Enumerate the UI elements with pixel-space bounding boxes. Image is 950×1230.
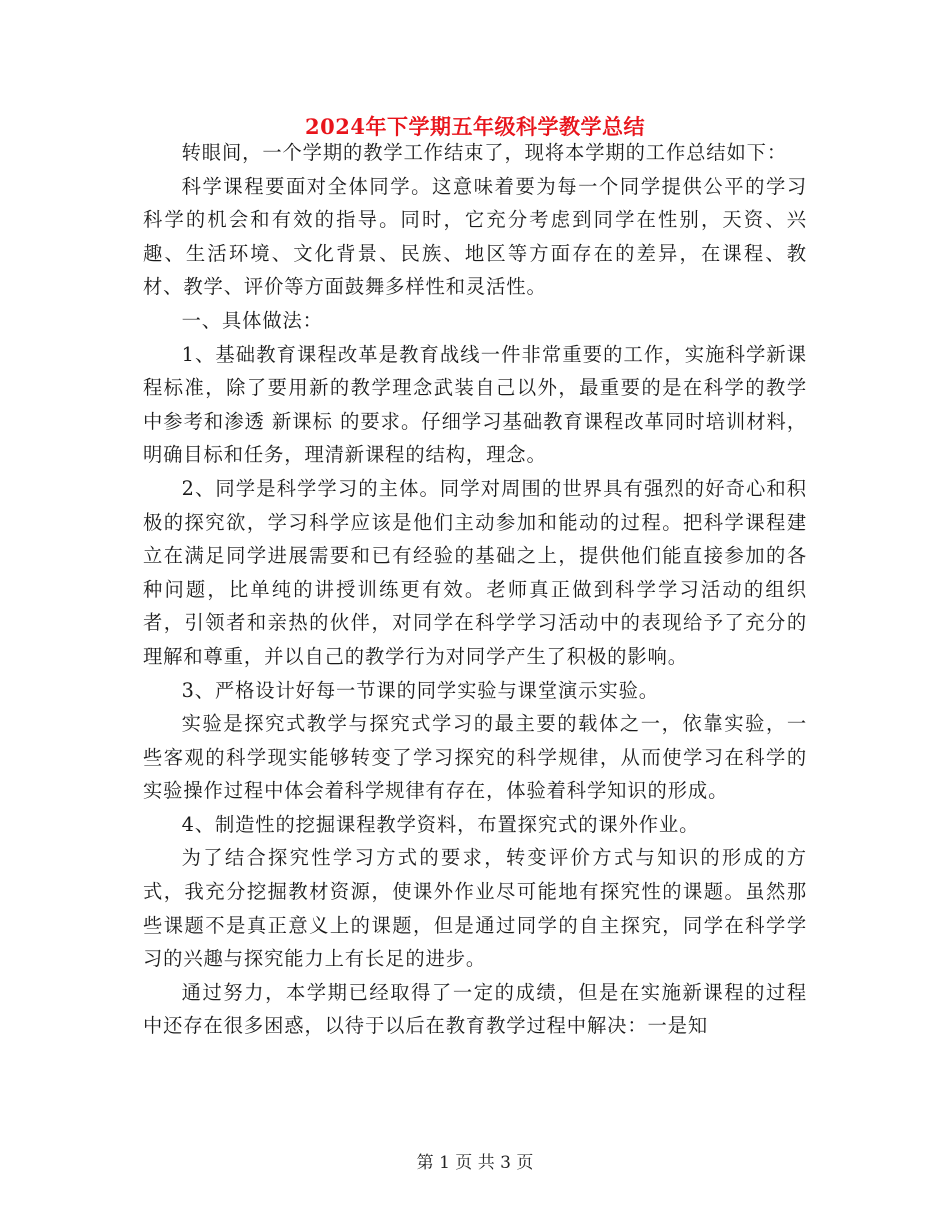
paragraph-intro: 转眼间，一个学期的教学工作结束了，现将本学期的工作总结如下：	[181, 141, 788, 164]
paragraph-conclusion: 通过努力，本学期已经取得了一定的成绩，但是在实施新课程的过程中还存在很多困惑，以待于以后在教育教学过程中解决：一是知	[143, 980, 807, 1038]
paragraph-course-overview: 科学课程要面对全体同学。这意味着要为每一个同学提供公平的学习科学的机会和有效的指导。同时，它充分考虑到同学在性别，天资、兴趣、生活环境、文化背景、民族、地区等方面存在的差异，在课程、教材、教学、评价等方面鼓舞多样性和灵活性。	[143, 174, 807, 299]
document-body	[143, 136, 807, 1043]
paragraph-experiment: 实验是探究式教学与探究式学习的最主要的载体之一，依靠实验，一些客观的科学现实能够转变了学习探究的科学规律，从而使学习在科学的实验操作过程中体会着科学规律有存在，体验着科学知识的形成。	[143, 712, 807, 803]
section-heading-methods: 一、具体做法：	[181, 308, 323, 332]
page-number-footer: 第 1 页 共 3 页	[416, 1153, 534, 1173]
document-title: 2024年下学期五年级科学教学总结	[305, 114, 645, 139]
paragraph-method-2: 2、同学是科学学习的主体。同学对周围的世界具有强烈的好奇心和积极的探究欲，学习科学应该是他们主动参加和能动的过程。把科学课程建立在满足同学进展需要和已有经验的基础之上，提供他们能直接参加的各种问题，比单纯的讲授训练更有效。老师真正做到科学学习活动的组织者，引领者和亲热的伙伴，对同学在科学学习活动中的表现给予了充分的理解和尊重，并以自己的教学行为对同学产生了积极的影响。	[143, 476, 807, 668]
paragraph-homework: 为了结合探究性学习方式的要求，转变评价方式与知识的形成的方式，我充分挖掘教材资源，使课外作业尽可能地有探究性的课题。虽然那些课题不是真正意义上的课题，但是通过同学的自主探究，同学在科学学习的兴趣与探究能力上有长足的进步。	[143, 846, 807, 971]
paragraph-method-3: 3、严格设计好每一节课的同学实验与课堂演示实验。	[181, 678, 659, 702]
paragraph-method-1: 1、基础教育课程改革是教育战线一件非常重要的工作，实施科学新课程标准，除了要用新的教学理念武装自己以外，最重要的是在科学的教学中参考和渗透 新课标 的要求。仔细学习基础教育课程改革同时培训材料，明确目标和任务，理清新课程的结构，理念。	[143, 342, 807, 467]
paragraph-method-4: 4、制造性的挖掘课程教学资料，布置探究式的课外作业。	[181, 812, 700, 836]
